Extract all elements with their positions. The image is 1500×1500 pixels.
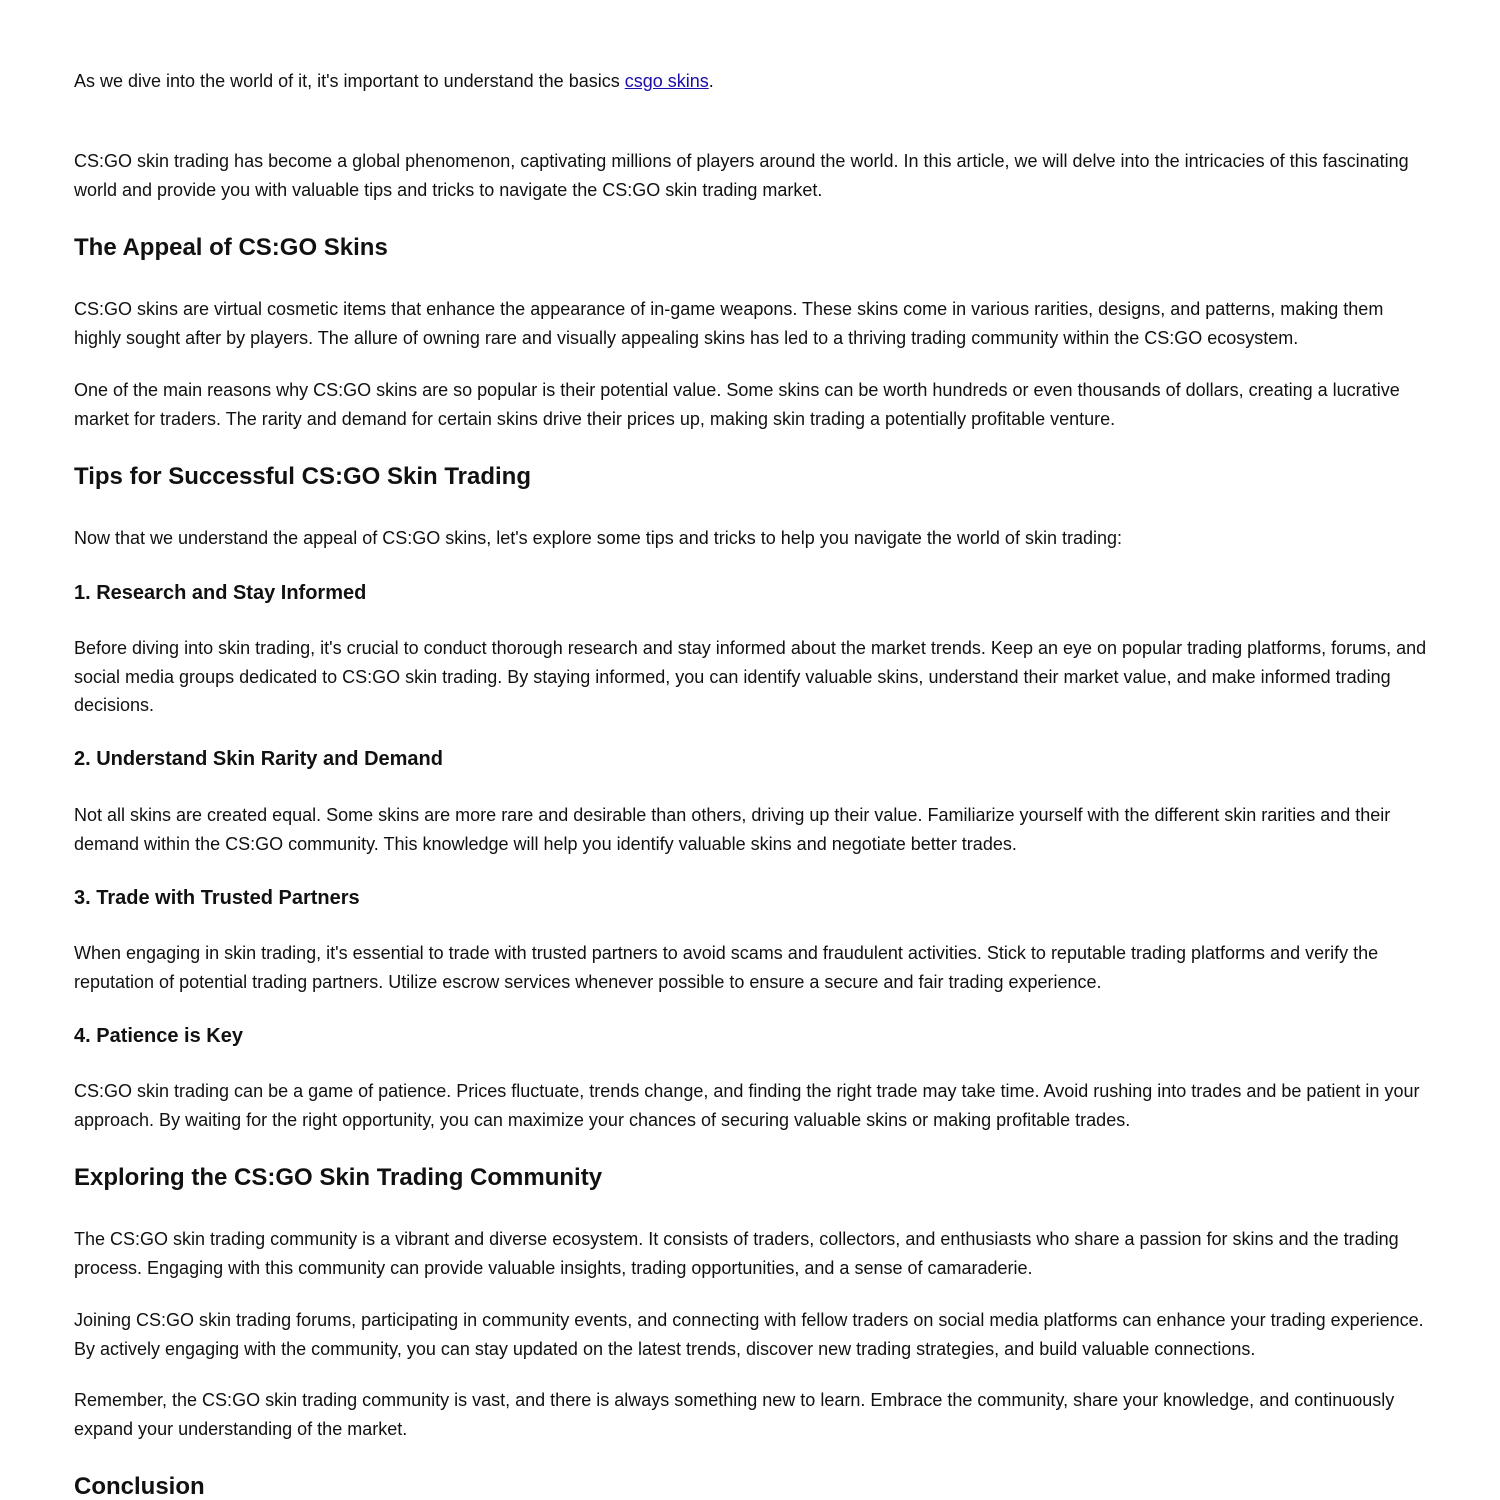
tips-intro-paragraph: Now that we understand the appeal of CS:GO skins, let's explore some tips and tricks to help you navigate the world of skin trading: (74, 528, 1122, 548)
tip-paragraph-research: Before diving into skin trading, it's crucial to conduct thorough research and stay informed about the market trends. Keep an eye on popular trading platforms, forums, and social media groups dedicated to CS:GO skin trading. By staying informed, you can identify valuable skins, understand their market value, and make informed trading decisions. (74, 638, 1427, 715)
tip-paragraph-patience: CS:GO skin trading can be a game of patience. Prices fluctuate, trends change, and finding the right trade may take time. Avoid rushing into trades and be patient in your approach. By waiting for the right opportunity, you can maximize your chances of securing valuable skins or making profitable trades. (74, 1081, 1420, 1130)
tip-heading-research: 1. Research and Stay Informed (74, 582, 367, 604)
overview-paragraph: CS:GO skin trading has become a global phenomenon, captivating millions of players around the world. In this article, we will delve into the intricacies of this fascinating world and provide you with valuable tips and tricks to navigate the CS:GO skin trading market. (74, 151, 1409, 200)
tip-heading-patience: 4. Patience is Key (74, 1025, 243, 1047)
csgo-skins-link[interactable]: csgo skins (624, 71, 709, 91)
conclusion-heading: Conclusion (74, 1473, 205, 1500)
tip-heading-rarity: 2. Understand Skin Rarity and Demand (74, 748, 443, 770)
community-paragraph: The CS:GO skin trading community is a vibrant and diverse ecosystem. It consists of traders, collectors, and enthusiasts who share a passion for skins and the trading process. Engaging with this community can provide valuable insights, trading opportunities, and a sense of camaraderie. (74, 1229, 1399, 1278)
appeal-paragraph: One of the main reasons why CS:GO skins are so popular is their potential value. Some skins can be worth hundreds or even thousands of dollars, creating a lucrative market for traders. The rarity and demand for certain skins drive their prices up, making skin trading a potentially profitable venture. (74, 380, 1400, 429)
tip-paragraph-rarity: Not all skins are created equal. Some skins are more rare and desirable than others, driving up their value. Familiarize yourself with the different skin rarities and their demand within the CS:GO community. This knowledge will help you identify valuable skins and negotiate better trades. (74, 805, 1391, 854)
intro-text: As we dive into the world of it, it's important to understand the basics (74, 71, 625, 91)
community-paragraph: Remember, the CS:GO skin trading community is vast, and there is always something new to learn. Embrace the community, share your knowledge, and continuously expand your understanding of the market. (74, 1390, 1395, 1439)
appeal-paragraph: CS:GO skins are virtual cosmetic items that enhance the appearance of in-game weapons. These skins come in various rarities, designs, and patterns, making them highly sought after by players. The allure of owning rare and visually appealing skins has led to a thriving trading community within the CS:GO ecosystem. (74, 299, 1384, 348)
tip-heading-trusted: 3. Trade with Trusted Partners (74, 887, 360, 909)
tip-paragraph-trusted: When engaging in skin trading, it's essential to trade with trusted partners to avoid scams and fraudulent activities. Stick to reputable trading platforms and verify the reputation of potential trading partners. Utilize escrow services whenever possible to ensure a secure and fair trading experience. (74, 943, 1379, 992)
intro-period: . (708, 71, 714, 91)
appeal-heading: The Appeal of CS:GO Skins (74, 234, 388, 261)
intro-paragraph (74, 67, 1434, 96)
community-heading: Exploring the CS:GO Skin Trading Community (74, 1164, 603, 1191)
tips-heading: Tips for Successful CS:GO Skin Trading (74, 463, 531, 490)
community-paragraph: Joining CS:GO skin trading forums, participating in community events, and connecting with fellow traders on social media platforms can enhance your trading experience. By actively engaging with the community, you can stay updated on the latest trends, discover new trading strategies, and build valuable connections. (74, 1310, 1424, 1359)
